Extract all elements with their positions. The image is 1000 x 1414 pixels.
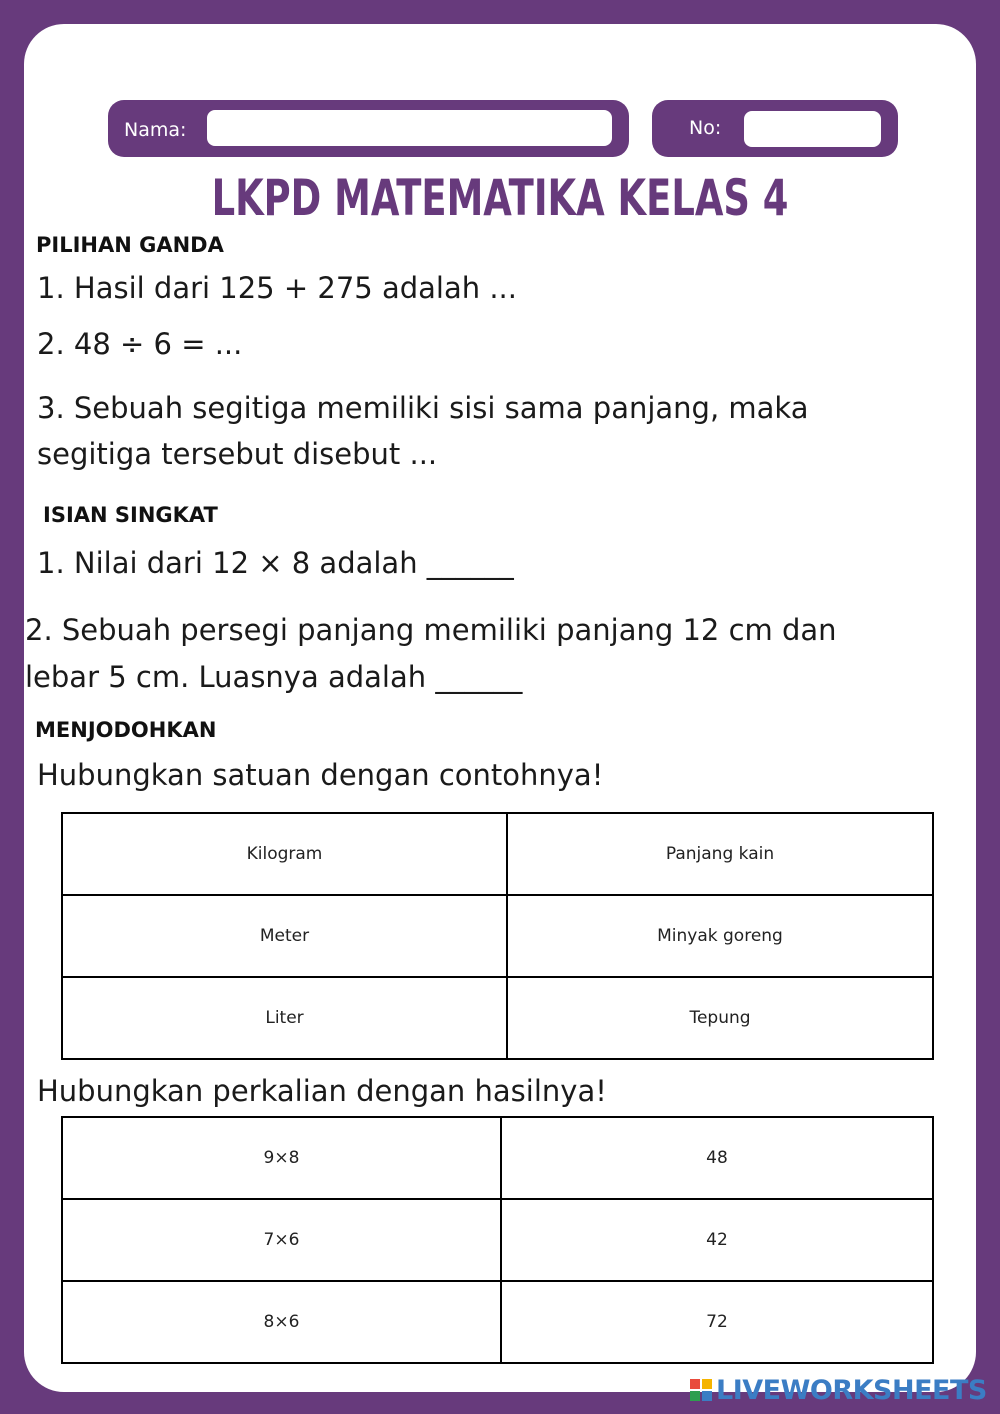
pg-question-1: 1. Hasil dari 125 + 275 adalah ... [37, 271, 517, 305]
name-input[interactable] [207, 110, 612, 146]
section-heading-pilihan-ganda: PILIHAN GANDA [36, 233, 224, 257]
name-label: Nama: [124, 119, 187, 141]
pg-question-2: 2. 48 ÷ 6 = ... [37, 327, 243, 361]
table-row [62, 1117, 933, 1199]
is-question-1: 1. Nilai dari 12 × 8 adalah ______ [37, 546, 514, 580]
matching-table-multiplication [61, 1116, 934, 1364]
table-row [62, 1281, 933, 1363]
matching-right-cell[interactable]: 42 [501, 1199, 933, 1281]
number-input[interactable] [744, 111, 881, 147]
matching-right-cell[interactable]: 48 [501, 1117, 933, 1199]
pg-question-3-line-2: segitiga tersebut disebut ... [37, 437, 438, 471]
matching-left-cell[interactable]: 7×6 [62, 1199, 501, 1281]
matching-left-cell[interactable]: Liter [62, 977, 507, 1059]
matching-table-units [61, 812, 934, 1060]
matching-right-cell[interactable]: Panjang kain [507, 813, 933, 895]
number-field-container [652, 100, 898, 157]
name-field-container [108, 100, 629, 157]
pg-question-3-line-1: 3. Sebuah segitiga memiliki sisi sama panjang, maka [37, 391, 809, 425]
matching-right-cell[interactable]: 72 [501, 1281, 933, 1363]
matching-left-cell[interactable]: 8×6 [62, 1281, 501, 1363]
liveworksheets-logo-icon [690, 1379, 712, 1401]
table-row [62, 895, 933, 977]
section-heading-isian-singkat: ISIAN SINGKAT [43, 503, 218, 527]
table-row [62, 1199, 933, 1281]
matching-right-cell[interactable]: Tepung [507, 977, 933, 1059]
matching-left-cell[interactable]: Kilogram [62, 813, 507, 895]
liveworksheets-brand-text: LIVEWORKSHEETS [716, 1374, 987, 1406]
matching-instruction-2: Hubungkan perkalian dengan hasilnya! [37, 1074, 607, 1108]
page-title: LKPD MATEMATIKA KELAS 4 [211, 169, 789, 227]
section-heading-menjodohkan: MENJODOHKAN [35, 718, 217, 742]
matching-left-cell[interactable]: 9×8 [62, 1117, 501, 1199]
number-label: No: [689, 117, 722, 139]
matching-instruction-1: Hubungkan satuan dengan contohnya! [37, 758, 604, 792]
matching-left-cell[interactable]: Meter [62, 895, 507, 977]
liveworksheets-watermark [690, 1374, 987, 1406]
is-question-2-line-1: 2. Sebuah persegi panjang memiliki panjang 12 cm dan [25, 613, 837, 647]
matching-right-cell[interactable]: Minyak goreng [507, 895, 933, 977]
table-row [62, 977, 933, 1059]
is-question-2-line-2: lebar 5 cm. Luasnya adalah ______ [25, 660, 523, 694]
table-row [62, 813, 933, 895]
